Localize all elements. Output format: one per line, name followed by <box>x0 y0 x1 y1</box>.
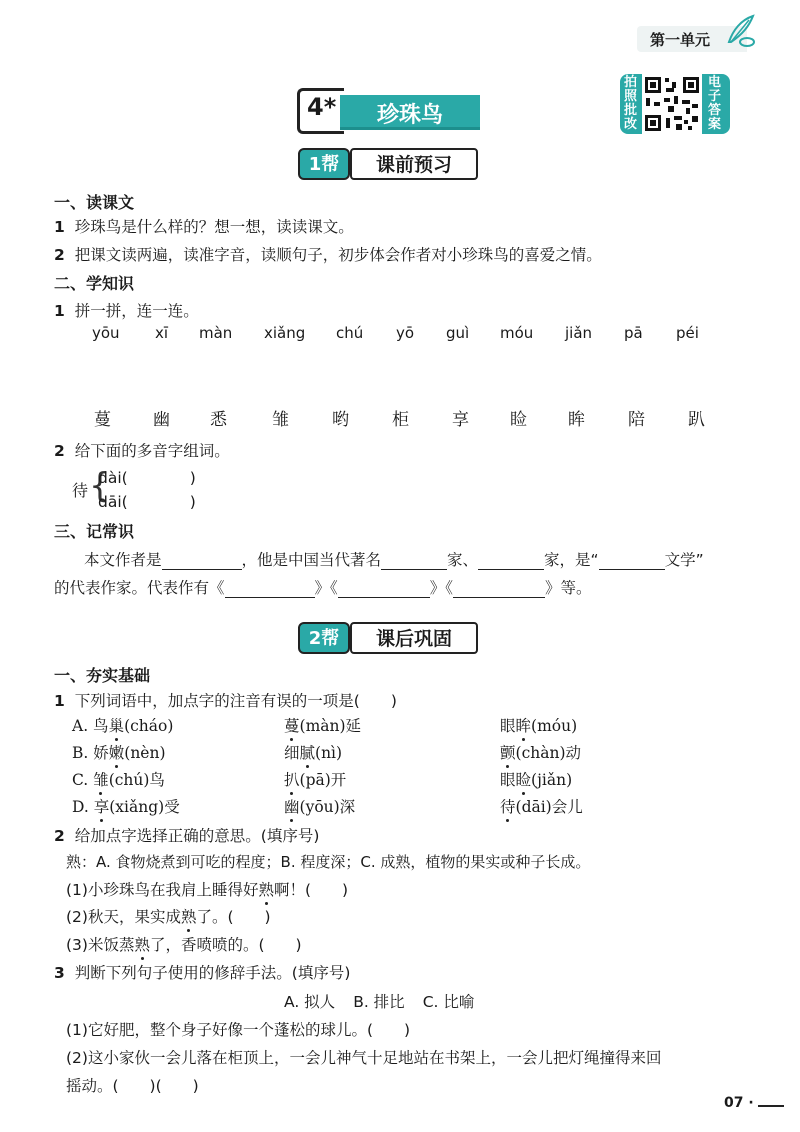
pinyin-row <box>72 324 752 346</box>
qr-left-label: 拍照批改 <box>624 75 638 132</box>
s1-q2 <box>54 243 602 265</box>
rhetoric-option: C. 比喻 <box>422 993 475 1011</box>
char-item: 享 <box>452 410 469 430</box>
q-number: 2 <box>54 442 65 460</box>
q1-options <box>72 714 712 824</box>
blank-literature[interactable] <box>599 553 665 570</box>
option-b-col3: 颤(chàn)动 <box>500 741 581 763</box>
shu-definition: 熟：A. 食物烧煮到可吃的程度；B. 程度深；C. 成熟，植物的果实或种子长成。 <box>66 853 591 871</box>
s4-q1 <box>54 689 397 711</box>
option-b-col1: B. 娇嫩(nèn) <box>72 741 166 763</box>
s3-line-2 <box>54 576 592 598</box>
option-c-col2: 扒(pā)开 <box>284 768 346 790</box>
feather-pen-icon <box>723 12 757 52</box>
q-text: 把课文读两遍，读准字音，读顺句子，初步体会作者对小珍珠鸟的喜爱之情。 <box>74 246 602 264</box>
pinyin-item: móu <box>500 324 534 342</box>
q-text: 下列词语中，加点字的注音有误的一项是( ) <box>74 692 397 710</box>
q-text: 珍珠鸟是什么样的？想一想，读读课文。 <box>74 218 354 236</box>
polyphone-reading-2[interactable]: dāi( ) <box>98 493 196 511</box>
part1-badge-text: 1帮 <box>308 154 340 175</box>
dotted-char: 扒 <box>284 768 300 790</box>
char-item: 蔓 <box>94 410 111 430</box>
q-number: 3 <box>54 964 65 982</box>
option-a-col1: A. 鸟巢(cháo) <box>72 714 173 736</box>
char-item: 眸 <box>568 410 585 430</box>
pinyin-item: pā <box>624 324 643 342</box>
text: 家，是“ <box>544 551 599 569</box>
lesson-number: 4* <box>307 93 337 121</box>
q-number: 1 <box>54 218 65 236</box>
rhetoric-option: A. 拟人 <box>284 993 336 1011</box>
unit-label: 第一单元 <box>650 31 711 49</box>
blank-profession-2[interactable] <box>478 553 544 570</box>
dotted-char: 腻 <box>300 741 316 763</box>
s3-line-1 <box>84 548 704 570</box>
dotted-char: 熟 <box>258 878 274 900</box>
rhetoric-item-2b: 摇动。( )( ) <box>66 1077 199 1095</box>
s4-q3 <box>54 961 350 983</box>
dotted-char: 睑 <box>516 768 532 790</box>
dotted-char: 雏 <box>93 768 109 790</box>
shu-item-2: (2)秋天，果实成熟了。( ) <box>66 905 271 927</box>
pinyin-item: jiǎn <box>565 324 593 342</box>
q-text: 判断下列句子使用的修辞手法。(填序号) <box>74 964 351 982</box>
pinyin-item: yōu <box>92 324 120 342</box>
blank-author[interactable] <box>162 553 242 570</box>
dotted-char: 巢 <box>109 714 125 736</box>
char-item: 哟 <box>332 410 349 430</box>
q-text: 给加点字选择正确的意思。(填序号) <box>74 827 320 845</box>
pinyin-item: xiǎng <box>264 324 306 342</box>
option-c-col3: 眼睑(jiǎn) <box>500 768 572 790</box>
char-row <box>72 405 752 429</box>
char-item: 幽 <box>153 410 170 430</box>
text: 本文作者是 <box>84 551 162 569</box>
text: ，他是中国当代著名 <box>241 551 382 569</box>
q-text: 拼一拼，连一连。 <box>74 302 199 320</box>
s4-heading: 一、夯实基础 <box>54 666 151 685</box>
q-number: 2 <box>54 827 65 845</box>
q-number: 1 <box>54 302 65 320</box>
q-number: 1 <box>54 692 65 710</box>
shu-item-3: (3)米饭蒸熟了，香喷喷的。( ) <box>66 933 302 955</box>
option-b-col2: 细腻(nì) <box>284 741 342 763</box>
pinyin-item: péi <box>676 324 699 342</box>
polyphone-reading-1[interactable]: dài( ) <box>98 469 196 487</box>
option-d-col1: D. 享(xiǎng)受 <box>72 795 180 817</box>
s2-q2 <box>54 439 230 461</box>
char-item: 柜 <box>392 410 409 430</box>
dotted-char: 熟 <box>134 933 150 955</box>
char-item: 雏 <box>272 410 289 430</box>
s4-q2 <box>54 824 319 846</box>
s1-heading: 一、读课文 <box>54 193 135 212</box>
part1-title: 课前预习 <box>375 154 452 176</box>
char-item: 趴 <box>688 410 705 430</box>
dotted-char: 嫩 <box>109 741 125 763</box>
dotted-char: 享 <box>94 795 110 817</box>
dotted-char: 颤 <box>500 741 516 763</box>
shu-item-1: (1)小珍珠鸟在我肩上睡得好熟啊！( ) <box>66 878 348 900</box>
option-d-col3: 待(dāi)会儿 <box>500 795 583 817</box>
text: 家、 <box>447 551 479 569</box>
option-a-col3: 眼眸(móu) <box>500 714 577 736</box>
page-number: 07 · <box>724 1095 754 1111</box>
pinyin-item: màn <box>199 324 233 342</box>
polyphone-brace: { <box>89 466 111 506</box>
q-number: 2 <box>54 246 65 264</box>
option-c-col1: C. 雏(chú)鸟 <box>72 768 165 790</box>
qr-code-icon[interactable] <box>642 74 702 138</box>
pinyin-item: chú <box>336 324 364 342</box>
blank-work-2[interactable] <box>338 581 430 598</box>
rhetoric-options <box>284 990 474 1012</box>
dotted-char: 幽 <box>284 795 300 817</box>
text: 》等。 <box>545 579 592 597</box>
dotted-char: 熟 <box>181 905 197 927</box>
s2-q1 <box>54 299 199 321</box>
blank-profession-1[interactable] <box>381 553 447 570</box>
dotted-char: 蔓 <box>284 714 300 736</box>
option-d-col2: 幽(yōu)深 <box>284 795 355 817</box>
char-item: 睑 <box>510 410 527 430</box>
page-number-rule <box>758 1105 784 1107</box>
qr-right-label: 电子答案 <box>708 75 722 132</box>
char-item: 陪 <box>628 410 645 430</box>
part2-title: 课后巩固 <box>375 628 452 650</box>
text: 》《 <box>314 579 338 597</box>
s1-q1 <box>54 215 354 237</box>
text: 文学” <box>664 551 704 569</box>
text: 的代表作家。代表作有《 <box>54 579 225 597</box>
pinyin-item: yō <box>396 324 415 342</box>
blank-work-3[interactable] <box>453 581 545 598</box>
rhetoric-item-2a: (2)这小家伙一会儿落在柜顶上，一会儿神气十足地站在书架上，一会儿把灯绳撞得来回 <box>66 1049 662 1067</box>
option-a-col2: 蔓(màn)延 <box>284 714 361 736</box>
pinyin-item: xī <box>155 324 169 342</box>
text: 》《 <box>429 579 454 597</box>
s3-heading: 三、记常识 <box>54 522 135 541</box>
blank-work-1[interactable] <box>225 581 315 598</box>
polyphone-char: 待 <box>72 481 89 500</box>
rhetoric-item-1: (1)它好肥，整个身子好像一个蓬松的球儿。( ) <box>66 1021 411 1039</box>
dotted-char: 待 <box>500 795 516 817</box>
pinyin-item: guì <box>446 324 470 342</box>
dotted-char: 眸 <box>516 714 532 736</box>
part2-badge-text: 2帮 <box>308 628 340 649</box>
rhetoric-option: B. 排比 <box>353 993 405 1011</box>
char-item: 悉 <box>210 410 227 430</box>
lesson-title: 珍珠鸟 <box>376 103 443 128</box>
s2-heading: 二、学知识 <box>54 274 135 293</box>
q-text: 给下面的多音字组词。 <box>74 442 230 460</box>
